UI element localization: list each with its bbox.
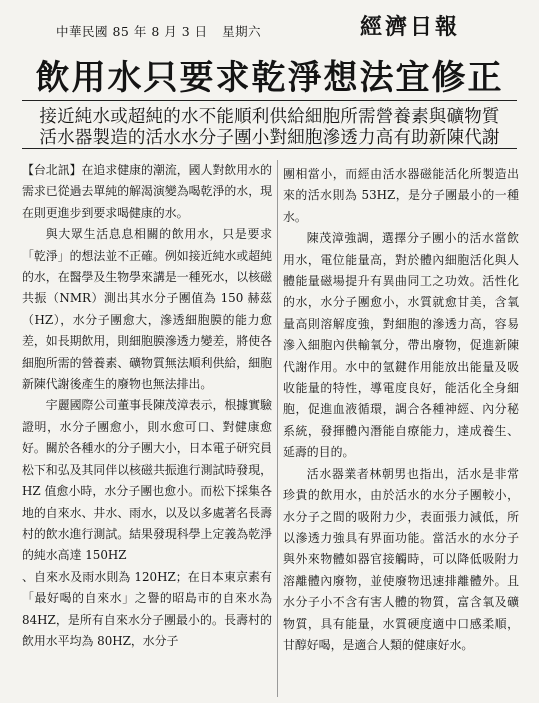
paragraph-text: 在追求健康的潮流，國人對飲用水的需求已從過去單純的解渴演變為喝乾淨的水，現在則更進步到要求喝健康的水。: [22, 163, 272, 220]
article-paragraph: 團相當小，而經由活水器磁能活化所製造出來的活水則為 53HZ，是分子團最小的一種水。: [283, 167, 519, 224]
dateline-tag: 【台北訊】: [22, 163, 82, 177]
publication-date: 中華民國 85 年 8 月 3 日: [56, 24, 208, 39]
article-paragraph: 與大眾生活息息相關的飲用水，只是要求「乾淨」的想法並不正確。例如接近純水或超純的水，在醫學及生物學來講是一種死水，以核磁共振（NMR）測出其水分子團值為 150 赫茲（HZ），水分子團愈大，滲透細胞膜的能力愈差，如長期飲用，則細胞膜滲透力變差，將使各細胞所需的營養素、礦物質無法順利供給，細胞新陳代謝後產生的廢物也無法排出。: [22, 227, 272, 392]
article-paragraph: 陳茂漳強調，選擇分子團小的活水當飲用水，電位能量高，對於體內細胞活化與人體能量磁場提升有異曲同工之功效。活性化的水，水分子團愈小，水質就愈甘美，含氧量高則溶解度強，對細胞的滲透力高，容易滲入細胞內供輸氧分，帶出廢物，促進新陳代謝作用。水中的氫鍵作用能放出能量及吸收能量的特性，導電度良好，能活化全身細胞，促進血液循環，調合各種神經、內分秘系統，發揮體內潛能自療能力，達成養生、延壽的目的。: [283, 231, 519, 460]
article-paragraph: 宇麗國際公司董事長陳茂漳表示，根據實驗證明，水分子團愈小，則水愈可口、對健康愈好。關於各種水的分子團大小，日本電子研究員松下和弘及其同伴以核磁共振進行測試時發現，HZ 值愈小時，水分子團也愈小。而松下採集各地的自來水、井水、雨水，以及以多處著名長壽村的飲水進行測試。結果發現科學上定義為乾淨的純水高達 150HZ: [22, 398, 272, 563]
article-paragraph: [22, 160, 272, 224]
article-column-right: [283, 164, 519, 656]
article-subheadline-1: 接近純水或超純的水不能順利供給細胞所需營養素與礦物質: [39, 107, 500, 127]
article-subheadline-2: 活水器製造的活水水分子團小對細胞滲透力高有助新陳代謝: [39, 128, 500, 148]
article-paragraph: 活水器業者林朝男也指出，活水是非常珍貴的飲用水，由於活水的水分子團較小，水分子之間的吸附力少，表面張力減低，所以滲透力強具有界面功能。當活水的水分子與外來物體如器官接觸時，可以降低吸附力溶離體內廢物，並使廢物迅速排離體外。且水分子小不含有害人體的物質，富含氧及礦物質，具有能量，水質硬度適中口感柔順，甘醇好喝，是適合人類的健康好水。: [283, 466, 519, 652]
article-column-left: [22, 160, 272, 652]
column-divider: [277, 160, 278, 697]
subheadline-rule: [22, 148, 517, 149]
headline-rule: [22, 100, 517, 101]
article-headline: 飲用水只要求乾淨想法宜修正: [35, 58, 504, 98]
publication-dateline: [56, 22, 271, 40]
publication-weekday: 星期六: [222, 24, 262, 39]
article-paragraph: 、自來水及雨水則為 120HZ；在日本東京素有「最好喝的自來水」之譽的昭島市的自來水為 84HZ，是所有自來水分子團最小的。長壽村的飲用水平均為 80HZ，水分子: [22, 569, 272, 648]
newspaper-masthead: 經濟日報: [360, 15, 461, 40]
